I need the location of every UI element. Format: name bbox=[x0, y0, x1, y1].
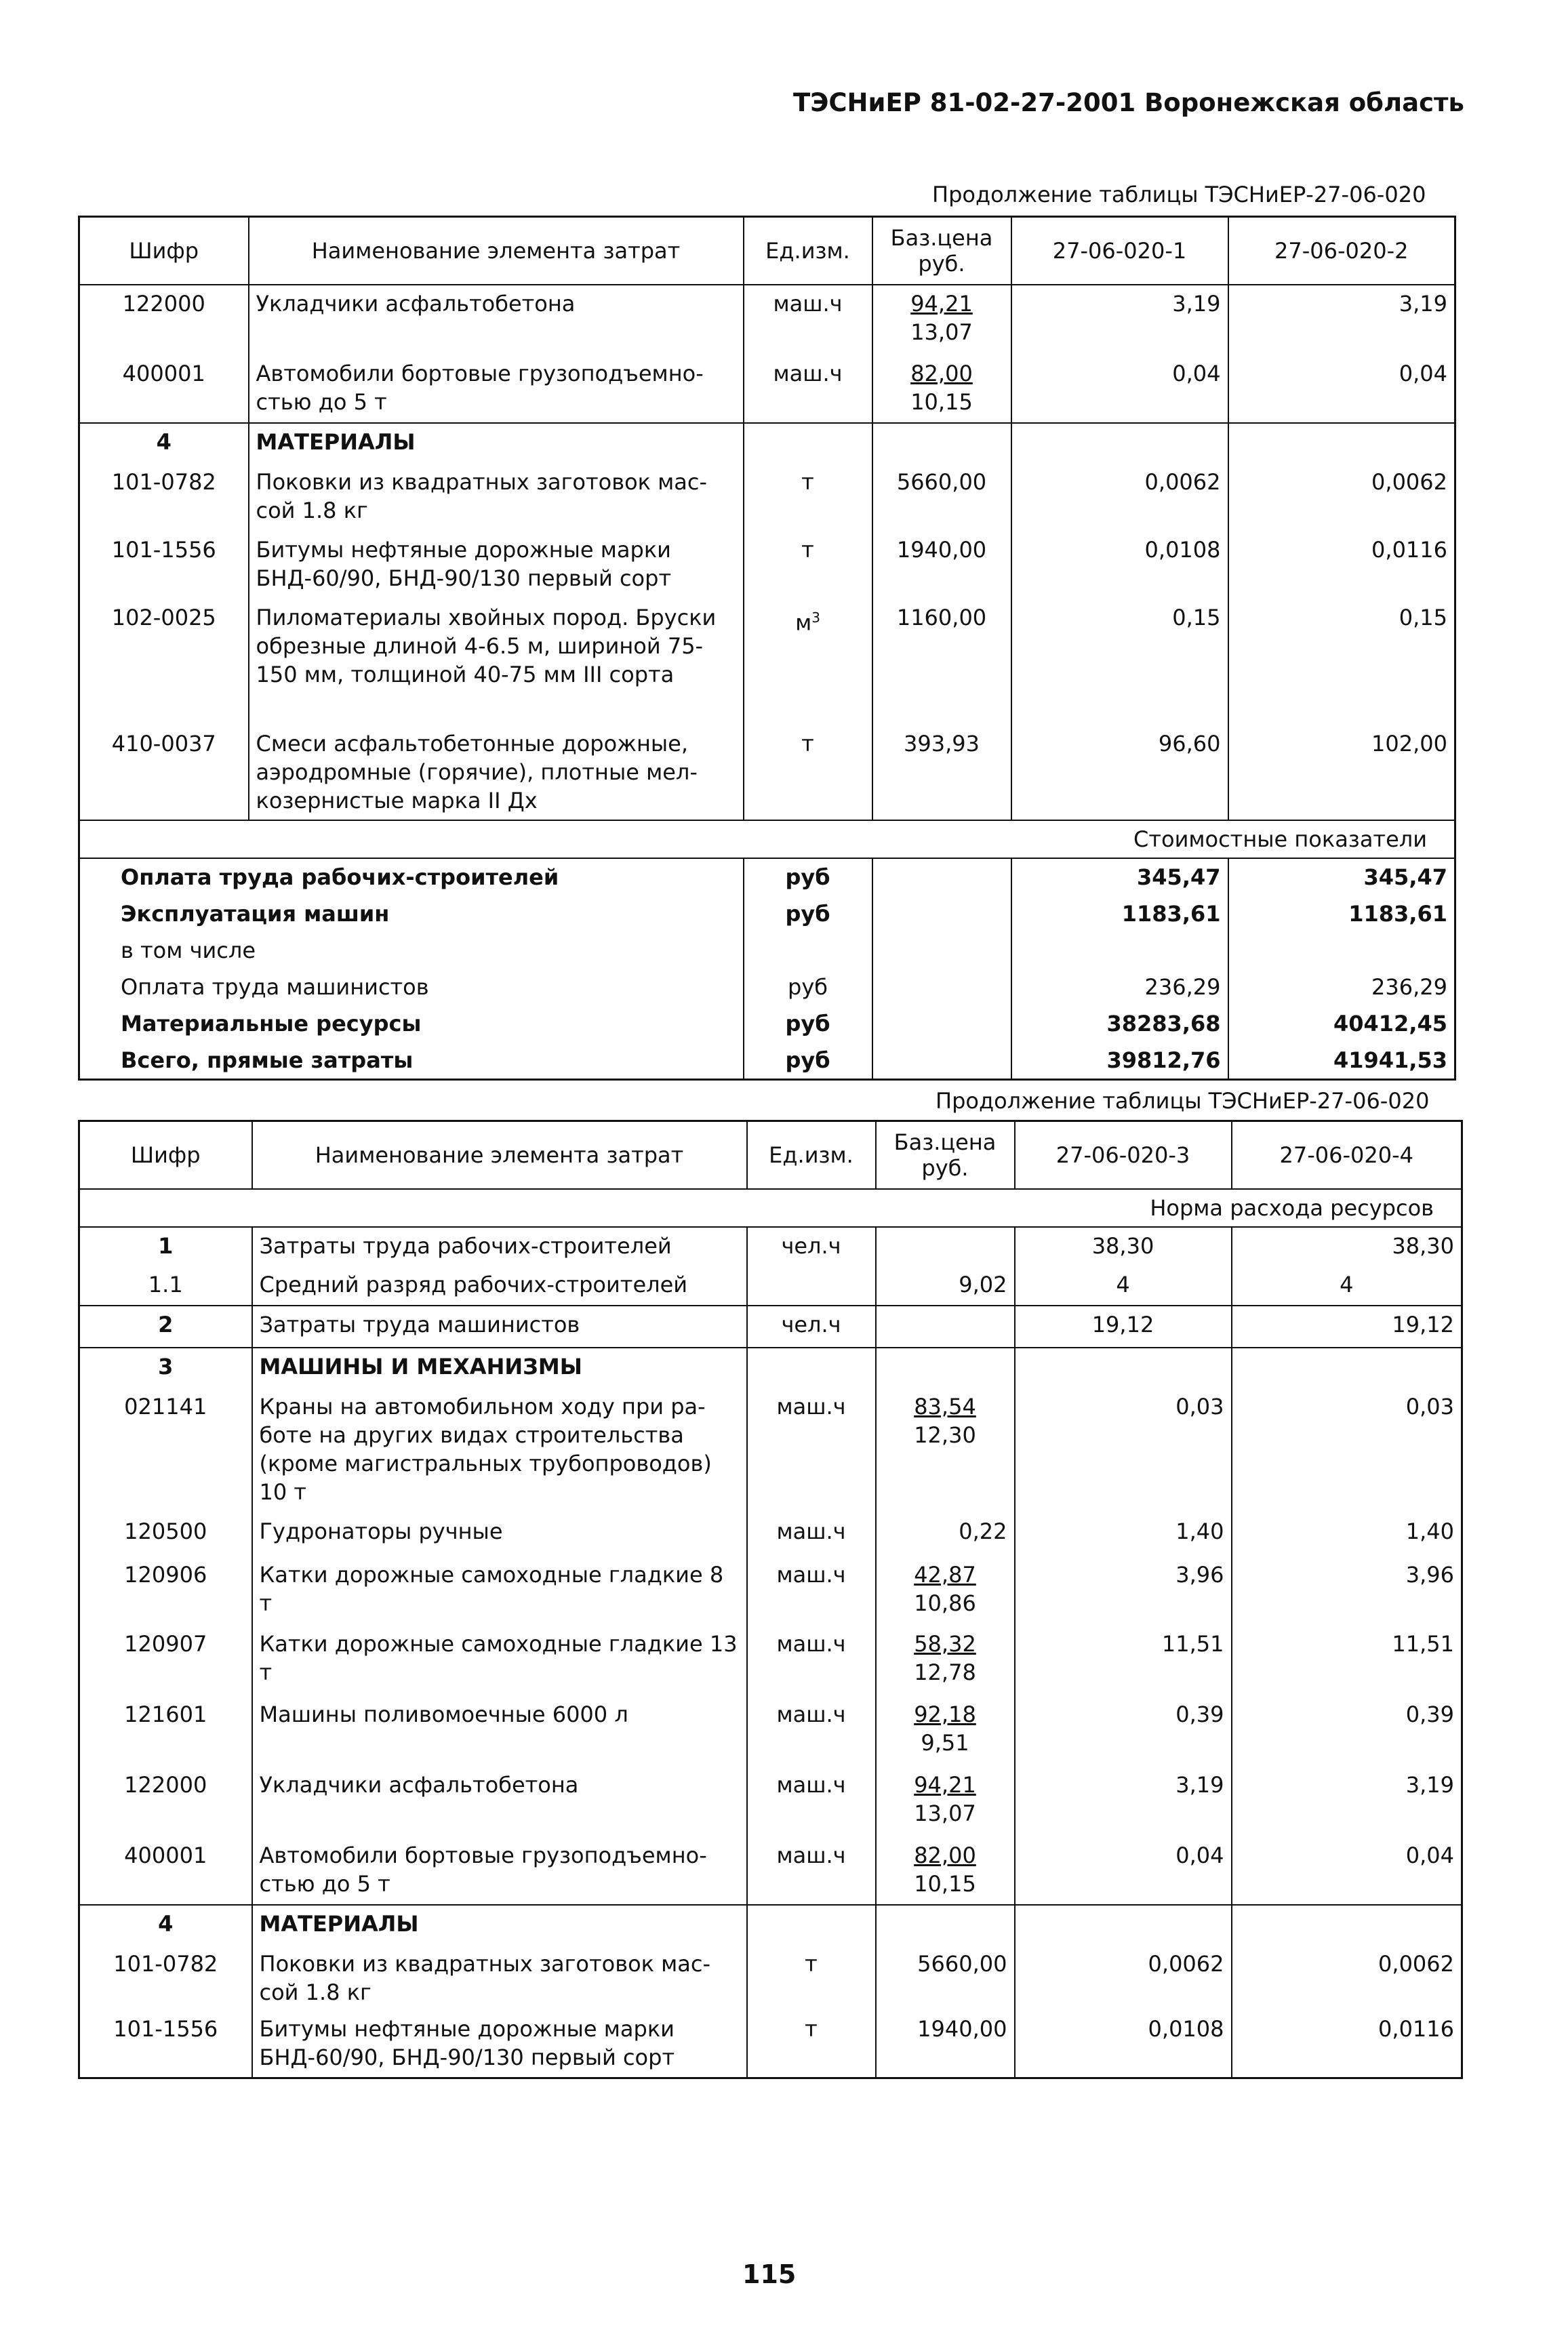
row-price: 5660,00 bbox=[876, 1946, 1015, 2011]
table-row bbox=[79, 1767, 1462, 1837]
row-name: Смеси асфальтобетонные дорожные, аэродромные (горячие), плотные мел-козернистые марка II Дх bbox=[249, 725, 744, 820]
table-row bbox=[79, 1556, 1462, 1626]
cost-value-1: 236,29 bbox=[1011, 969, 1228, 1005]
row-code: 101-1556 bbox=[79, 531, 249, 599]
cost-value-2: 40412,45 bbox=[1228, 1005, 1455, 1042]
table1 bbox=[78, 216, 1456, 1081]
cost-unit: руб bbox=[744, 895, 872, 932]
cost-row bbox=[79, 895, 1455, 932]
row-name: Затраты труда рабочих-строителей bbox=[252, 1227, 747, 1266]
table-row bbox=[79, 725, 1455, 820]
col-header-unit: Ед.изм. bbox=[747, 1121, 876, 1189]
row-name: Поковки из квадратных заготовок мас-сой 1.8 кг bbox=[249, 464, 744, 531]
row-price: 1940,00 bbox=[876, 2011, 1015, 2078]
row-unit: т bbox=[747, 1946, 876, 2011]
col-header-c1: 27-06-020-3 bbox=[1015, 1121, 1232, 1189]
col-header-unit: Ед.изм. bbox=[744, 217, 872, 285]
table1-caption: Продолжение таблицы ТЭСНиЕР-27-06-020 bbox=[932, 182, 1426, 207]
price-wage: 10,15 bbox=[914, 1870, 976, 1897]
row-unit: чел.ч bbox=[747, 1227, 876, 1266]
row-code: 102-0025 bbox=[79, 599, 249, 725]
price-wage: 13,07 bbox=[910, 319, 973, 345]
unit-text: м bbox=[795, 609, 812, 636]
cost-label: Всего, прямые затраты bbox=[79, 1042, 744, 1080]
row-name: Битумы нефтяные дорожные марки БНД-60/90, БНД-90/130 первый сорт bbox=[252, 2011, 747, 2078]
table-row bbox=[79, 1513, 1462, 1556]
row-unit: т bbox=[744, 531, 872, 599]
row-price bbox=[876, 1767, 1015, 1837]
row-price: 0,22 bbox=[876, 1513, 1015, 1556]
row-code: 101-0782 bbox=[79, 1946, 252, 2011]
price-total: 83,54 bbox=[914, 1393, 976, 1419]
row-value-1: 0,0108 bbox=[1011, 531, 1228, 599]
row-unit bbox=[744, 599, 872, 725]
row-name: Автомобили бортовые грузоподъемно-стью до 5 т bbox=[252, 1837, 747, 1905]
cost-value-2: 41941,53 bbox=[1228, 1042, 1455, 1080]
row-value-2: 1,40 bbox=[1232, 1513, 1462, 1556]
row-value-1: 1,40 bbox=[1015, 1513, 1232, 1556]
price-total: 58,32 bbox=[914, 1630, 976, 1657]
row-value-2: 102,00 bbox=[1228, 725, 1455, 820]
row-price bbox=[876, 1626, 1015, 1696]
row-code: 1.1 bbox=[79, 1266, 252, 1306]
section-code: 4 bbox=[79, 423, 249, 464]
table-row bbox=[79, 1696, 1462, 1767]
row-unit: т bbox=[744, 725, 872, 820]
row-name: Пиломатериалы хвойных пород. Бруски обрезные длиной 4-6.5 м, шириной 75-150 мм, толщиной 40-75 мм III сорта bbox=[249, 599, 744, 725]
row-price bbox=[872, 355, 1011, 423]
row-code: 122000 bbox=[79, 1767, 252, 1837]
row-code: 101-1556 bbox=[79, 2011, 252, 2078]
col-header-code: Шифр bbox=[79, 217, 249, 285]
row-price: 1940,00 bbox=[872, 531, 1011, 599]
cost-row bbox=[79, 969, 1455, 1005]
price-total: 94,21 bbox=[910, 290, 973, 317]
row-value-1: 19,12 bbox=[1015, 1306, 1232, 1348]
row-unit: маш.ч bbox=[744, 285, 872, 355]
row-name: Укладчики асфальтобетона bbox=[252, 1767, 747, 1837]
row-value-2: 0,0116 bbox=[1228, 531, 1455, 599]
row-value-2: 38,30 bbox=[1232, 1227, 1462, 1266]
section-row bbox=[79, 1348, 1462, 1388]
row-price bbox=[876, 1227, 1015, 1266]
row-value-1: 0,0108 bbox=[1015, 2011, 1232, 2078]
table-row bbox=[79, 1388, 1462, 1513]
section-row bbox=[79, 1905, 1462, 1946]
row-code: 101-0782 bbox=[79, 464, 249, 531]
cost-header-row bbox=[79, 820, 1455, 858]
price-total: 42,87 bbox=[914, 1561, 976, 1588]
row-price bbox=[872, 285, 1011, 355]
price-total: 82,00 bbox=[914, 1842, 976, 1868]
cost-label: Оплата труда машинистов bbox=[79, 969, 744, 1005]
row-name: Затраты труда машинистов bbox=[252, 1306, 747, 1348]
row-price bbox=[876, 1837, 1015, 1905]
row-value-1: 3,96 bbox=[1015, 1556, 1232, 1626]
row-value-2: 0,04 bbox=[1228, 355, 1455, 423]
table-row bbox=[79, 531, 1455, 599]
table-row bbox=[79, 599, 1455, 725]
unit-superscript: 3 bbox=[811, 609, 820, 626]
price-wage: 13,07 bbox=[914, 1800, 976, 1826]
row-value-2: 11,51 bbox=[1232, 1626, 1462, 1696]
table2 bbox=[78, 1120, 1463, 2079]
table-row bbox=[79, 1306, 1462, 1348]
row-code: 021141 bbox=[79, 1388, 252, 1513]
page-number: 115 bbox=[742, 2259, 797, 2289]
norm-header-row bbox=[79, 1189, 1462, 1227]
row-value-2: 0,0062 bbox=[1232, 1946, 1462, 2011]
row-code: 120906 bbox=[79, 1556, 252, 1626]
row-unit: т bbox=[747, 2011, 876, 2078]
cost-value-1: 38283,68 bbox=[1011, 1005, 1228, 1042]
row-name: Машины поливомоечные 6000 л bbox=[252, 1696, 747, 1767]
table-row bbox=[79, 285, 1455, 355]
row-value-2: 3,96 bbox=[1232, 1556, 1462, 1626]
price-wage: 9,51 bbox=[921, 1729, 969, 1756]
table-row bbox=[79, 1227, 1462, 1266]
row-name: Поковки из квадратных заготовок мас-сой 1.8 кг bbox=[252, 1946, 747, 2011]
row-value-1: 0,0062 bbox=[1011, 464, 1228, 531]
row-value-1: 0,39 bbox=[1015, 1696, 1232, 1767]
row-value-2: 0,04 bbox=[1232, 1837, 1462, 1905]
section-title: МАТЕРИАЛЫ bbox=[249, 423, 744, 464]
price-total: 82,00 bbox=[910, 360, 973, 386]
table-row bbox=[79, 1626, 1462, 1696]
table-row bbox=[79, 1266, 1462, 1306]
row-price bbox=[876, 1388, 1015, 1513]
norm-section-title: Норма расхода ресурсов bbox=[79, 1189, 1462, 1227]
row-unit: маш.ч bbox=[747, 1696, 876, 1767]
row-unit: маш.ч bbox=[744, 355, 872, 423]
row-unit: маш.ч bbox=[747, 1513, 876, 1556]
row-code: 122000 bbox=[79, 285, 249, 355]
row-value-1: 38,30 bbox=[1015, 1227, 1232, 1266]
row-code: 400001 bbox=[79, 355, 249, 423]
cost-value-2: 345,47 bbox=[1228, 858, 1455, 895]
row-value-1: 0,15 bbox=[1011, 599, 1228, 725]
row-value-1: 0,04 bbox=[1015, 1837, 1232, 1905]
col-header-c2: 27-06-020-4 bbox=[1232, 1121, 1462, 1189]
row-unit: маш.ч bbox=[747, 1626, 876, 1696]
row-code: 1 bbox=[79, 1227, 252, 1266]
row-value-1: 0,0062 bbox=[1015, 1946, 1232, 2011]
col-header-code: Шифр bbox=[79, 1121, 252, 1189]
row-value-2: 4 bbox=[1232, 1266, 1462, 1306]
row-code: 120500 bbox=[79, 1513, 252, 1556]
row-code: 410-0037 bbox=[79, 725, 249, 820]
cost-row bbox=[79, 932, 1455, 969]
row-unit: маш.ч bbox=[747, 1767, 876, 1837]
price-wage: 10,86 bbox=[914, 1590, 976, 1616]
row-value-2: 0,0062 bbox=[1228, 464, 1455, 531]
row-value-1: 3,19 bbox=[1011, 285, 1228, 355]
col-header-price: Баз.цена руб. bbox=[876, 1121, 1015, 1189]
table2-header-row bbox=[79, 1121, 1462, 1189]
row-value-2: 3,19 bbox=[1232, 1767, 1462, 1837]
section-code: 3 bbox=[79, 1348, 252, 1388]
table2-caption: Продолжение таблицы ТЭСНиЕР-27-06-020 bbox=[936, 1088, 1430, 1114]
col-header-c1: 27-06-020-1 bbox=[1011, 217, 1228, 285]
cost-row bbox=[79, 858, 1455, 895]
cost-value-2: 236,29 bbox=[1228, 969, 1455, 1005]
row-value-2: 3,19 bbox=[1228, 285, 1455, 355]
row-code: 121601 bbox=[79, 1696, 252, 1767]
cost-label: Материальные ресурсы bbox=[79, 1005, 744, 1042]
cost-value-2: 1183,61 bbox=[1228, 895, 1455, 932]
cost-section-title: Стоимостные показатели bbox=[79, 820, 1455, 858]
row-value-2: 0,0116 bbox=[1232, 2011, 1462, 2078]
table-row bbox=[79, 355, 1455, 423]
table-row bbox=[79, 1946, 1462, 2011]
cost-label: Эксплуатация машин bbox=[79, 895, 744, 932]
price-total: 92,18 bbox=[914, 1701, 976, 1727]
row-unit: маш.ч bbox=[747, 1837, 876, 1905]
row-value-1: 11,51 bbox=[1015, 1626, 1232, 1696]
row-price bbox=[876, 1696, 1015, 1767]
cost-row bbox=[79, 1042, 1455, 1080]
row-unit: т bbox=[744, 464, 872, 531]
col-header-name: Наименование элемента затрат bbox=[252, 1121, 747, 1189]
row-name: Автомобили бортовые грузоподъемно-стью до 5 т bbox=[249, 355, 744, 423]
row-unit bbox=[747, 1266, 876, 1306]
row-name: Битумы нефтяные дорожные марки БНД-60/90, БНД-90/130 первый сорт bbox=[249, 531, 744, 599]
row-name: Гудронаторы ручные bbox=[252, 1513, 747, 1556]
cost-value-1: 1183,61 bbox=[1011, 895, 1228, 932]
row-value-1: 3,19 bbox=[1015, 1767, 1232, 1837]
col-header-name: Наименование элемента затрат bbox=[249, 217, 744, 285]
section-row bbox=[79, 423, 1455, 464]
price-wage: 12,30 bbox=[914, 1422, 976, 1448]
row-price: 393,93 bbox=[872, 725, 1011, 820]
price-wage: 10,15 bbox=[910, 388, 973, 415]
row-name: Краны на автомобильном ходу при ра-боте на других видах строительства (кроме магистральных трубопроводов) 10 т bbox=[252, 1388, 747, 1513]
row-price: 1160,00 bbox=[872, 599, 1011, 725]
price-wage: 12,78 bbox=[914, 1659, 976, 1685]
cost-value-1: 39812,76 bbox=[1011, 1042, 1228, 1080]
table-row bbox=[79, 464, 1455, 531]
row-value-2: 19,12 bbox=[1232, 1306, 1462, 1348]
col-header-c2: 27-06-020-2 bbox=[1228, 217, 1455, 285]
row-price bbox=[876, 1306, 1015, 1348]
row-price: 9,02 bbox=[876, 1266, 1015, 1306]
row-code: 2 bbox=[79, 1306, 252, 1348]
table1-header-row bbox=[79, 217, 1455, 285]
section-code: 4 bbox=[79, 1905, 252, 1946]
cost-unit: руб bbox=[744, 858, 872, 895]
row-price: 5660,00 bbox=[872, 464, 1011, 531]
table-row bbox=[79, 2011, 1462, 2078]
col-header-price: Баз.цена руб. bbox=[872, 217, 1011, 285]
cost-row bbox=[79, 1005, 1455, 1042]
row-value-1: 96,60 bbox=[1011, 725, 1228, 820]
row-value-2: 0,15 bbox=[1228, 599, 1455, 725]
row-unit: маш.ч bbox=[747, 1388, 876, 1513]
price-total: 94,21 bbox=[914, 1771, 976, 1798]
cost-value-1: 345,47 bbox=[1011, 858, 1228, 895]
row-name: Катки дорожные самоходные гладкие 8 т bbox=[252, 1556, 747, 1626]
row-name: Укладчики асфальтобетона bbox=[249, 285, 744, 355]
cost-unit: руб bbox=[744, 1042, 872, 1080]
document-header: ТЭСНиЕР 81-02-27-2001 Воронежская область bbox=[793, 88, 1464, 117]
cost-unit: руб bbox=[744, 969, 872, 1005]
row-name: Катки дорожные самоходные гладкие 13 т bbox=[252, 1626, 747, 1696]
row-value-1: 0,03 bbox=[1015, 1388, 1232, 1513]
cost-label: в том числе bbox=[79, 932, 744, 969]
cost-label: Оплата труда рабочих-строителей bbox=[79, 858, 744, 895]
row-value-2: 0,03 bbox=[1232, 1388, 1462, 1513]
row-value-1: 4 bbox=[1015, 1266, 1232, 1306]
row-price bbox=[876, 1556, 1015, 1626]
section-title: МАШИНЫ И МЕХАНИЗМЫ bbox=[252, 1348, 747, 1388]
row-code: 120907 bbox=[79, 1626, 252, 1696]
row-name: Средний разряд рабочих-строителей bbox=[252, 1266, 747, 1306]
table-row bbox=[79, 1837, 1462, 1905]
section-title: МАТЕРИАЛЫ bbox=[252, 1905, 747, 1946]
row-value-2: 0,39 bbox=[1232, 1696, 1462, 1767]
row-code: 400001 bbox=[79, 1837, 252, 1905]
row-value-1: 0,04 bbox=[1011, 355, 1228, 423]
cost-unit: руб bbox=[744, 1005, 872, 1042]
row-unit: маш.ч bbox=[747, 1556, 876, 1626]
row-unit: чел.ч bbox=[747, 1306, 876, 1348]
